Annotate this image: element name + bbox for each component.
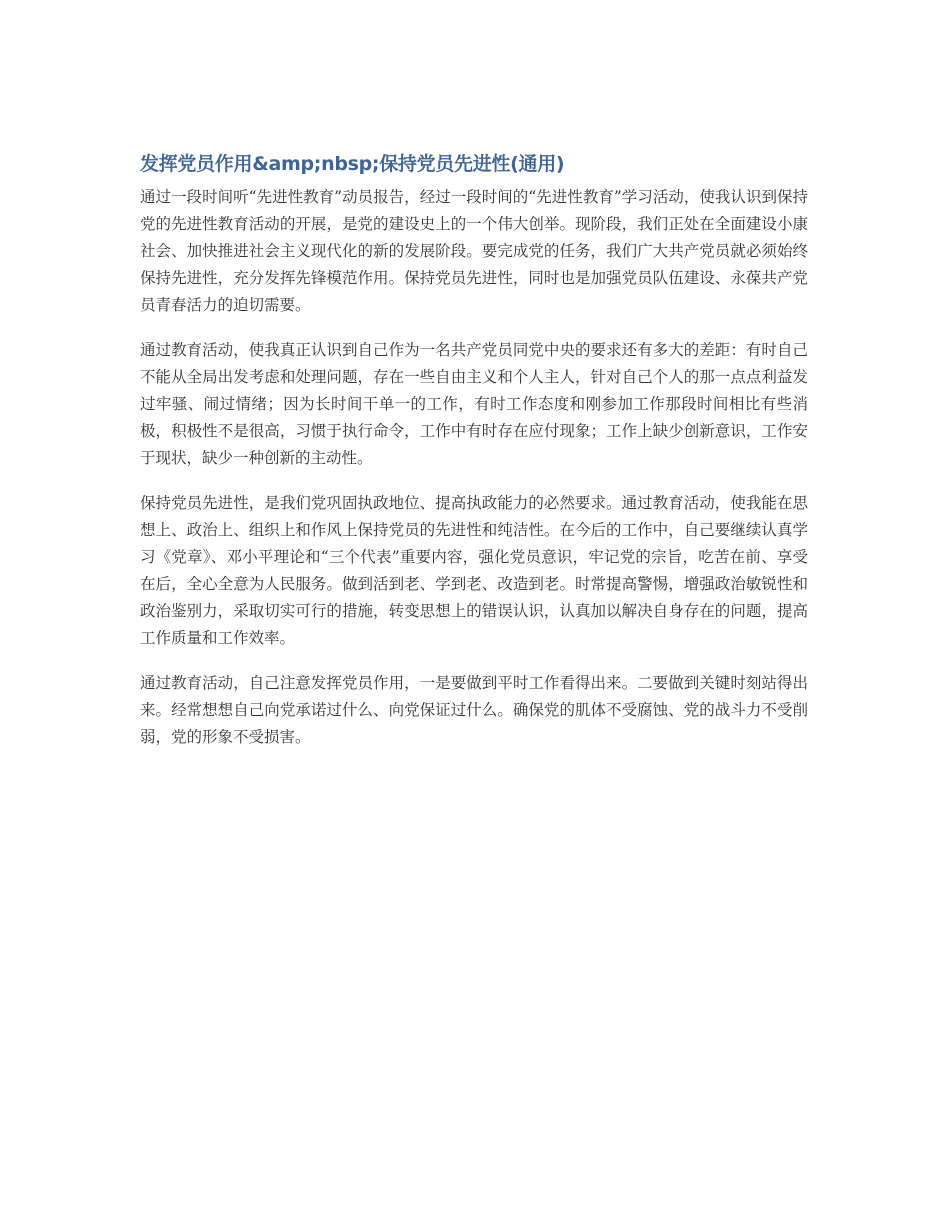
paragraph-2: 通过教育活动，使我真正认识到自己作为一名共产党员同党中央的要求还有多大的差距：有时自己不能从全局出发考虑和处理问题，存在一些自由主义和个人主人，针对自己个人的那一点点利益发过牢骚、闹过情绪；因为长时间干单一的工作，有时工作态度和刚参加工作那段时间相比有些消极，积极性不是很高，习惯于执行命令，工作中有时存在应付现象；工作上缺少创新意识，工作安于现状，缺少一种创新的主动性。: [140, 341, 808, 467]
paragraph-4: 通过教育活动，自己注意发挥党员作用，一是要做到平时工作看得出来。二要做到关键时刻站得出来。经常想想自己向党承诺过什么、向党保证过什么。确保党的肌体不受腐蚀、党的战斗力不受削弱，党的形象不受损害。: [140, 674, 808, 746]
paragraph-1: 通过一段时间听“先进性教育”动员报告，经过一段时间的“先进性教育”学习活动，使我认识到保持党的先进性教育活动的开展，是党的建设史上的一个伟大创举。现阶段，我们正处在全面建设小康社会、加快推进社会主义现代化的新的发展阶段。要完成党的任务，我们广大共产党员就必须始终保持先进性，充分发挥先锋模范作用。保持党员先进性，同时也是加强党员队伍建设、永葆共产党员青春活力的迫切需要。: [140, 188, 808, 314]
document-page: [140, 150, 808, 769]
paragraph-3: 保持党员先进性，是我们党巩固执政地位、提高执政能力的必然要求。通过教育活动，使我能在思想上、政治上、组织上和作风上保持党员的先进性和纯洁性。在今后的工作中，自己要继续认真学习《党章》、邓小平理论和“三个代表”重要内容，强化党员意识，牢记党的宗旨，吃苦在前、享受在后，全心全意为人民服务。做到活到老、学到老、改造到老。时常提高警惕，增强政治敏锐性和政治鉴别力，采取切实可行的措施，转变思想上的错误认识，认真加以解决自身存在的问题，提高工作质量和工作效率。: [140, 494, 808, 647]
document-title: 发挥党员作用&amp;nbsp;保持党员先进性(通用): [140, 153, 565, 175]
